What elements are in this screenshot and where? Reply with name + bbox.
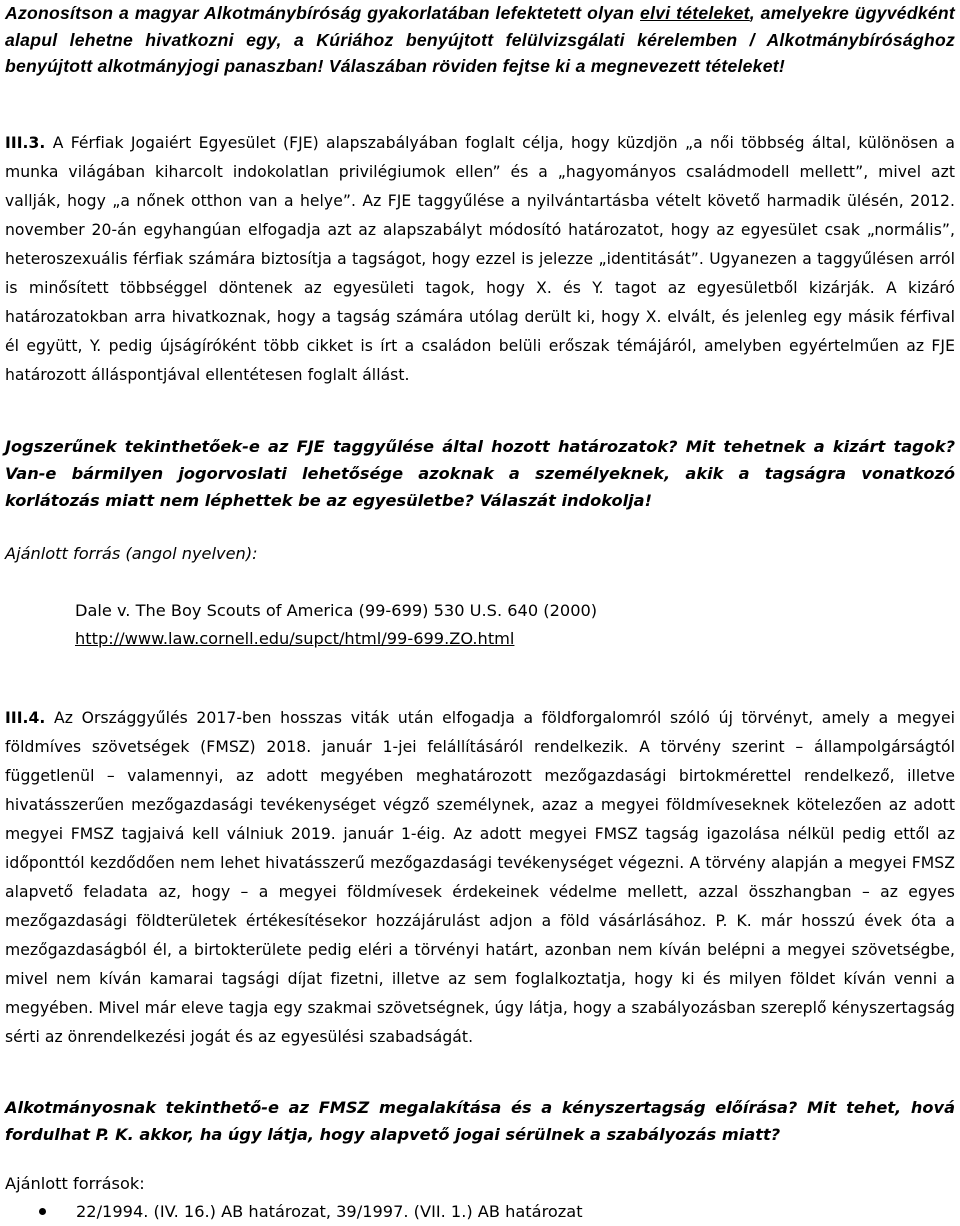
source-bullet-item — [39, 1202, 583, 1221]
section-4-paragraph — [5, 704, 955, 1052]
intro-underlined: elvi tételeket — [640, 3, 750, 23]
section-4-number: III.4. — [5, 709, 46, 727]
section-3-sources-heading: Ajánlott forrás (angol nyelven): — [5, 544, 258, 563]
section-4-question: Alkotmányosnak tekinthető-e az FMSZ megalakítása és a kényszertagság előírása? Mit tehet, hová fordulhat P. K. akkor, ha úgy látja, hogy alapvető jogai sérülnek a szabályozás miatt? — [5, 1098, 955, 1144]
section-3-question: Jogszerűnek tekinthetőek-e az FJE taggyűlése által hozott határozatok? Mit tehetnek a kizárt tagok? Van-e bármilyen jogorvoslati lehetősége azoknak a személyeknek, akik a tagságra vonatkozó korlátozás miatt nem léphettek be az egyesületbe? Válaszát indokolja! — [5, 437, 955, 510]
intro-pre: Azonosítson a magyar Alkotmánybíróság gyakorlatában lefektetett olyan — [5, 3, 641, 23]
case-link-line — [75, 624, 514, 653]
section-3-number: III.3. — [5, 134, 46, 152]
intro-question — [5, 0, 955, 80]
case-link[interactable]: http://www.law.cornell.edu/supct/html/99-699.ZO.html — [75, 629, 515, 648]
intro-post: , amelyekre ügyvédként alapul lehetne hivatkozni egy, a Kúriához benyújtott felülvizsgálati kérelemben / Alkotmánybírósághoz benyújtott alkotmányjogi panaszban! Válaszában röviden fejtse ki a megnevezett tételeket! — [5, 3, 956, 76]
section-4-text: Az Országgyűlés 2017-ben hosszas viták után elfogadja a földforgalomról szóló új törvényt, amely a megyei földmíves szövetségek (FMSZ) 2018. január 1-jei felállításáról rendelkezik. A törvény szerint – állampolgárságtól függetlenül – valamennyi, az adott megyében meghatározott mezőgazdasági birtokmérettel rendelkező, illetve hivatásszerűen mezőgazdasági tevékenységet végző személynek, azaz a megyei földmíveseknek kötelezően az adott megyei FMSZ tagjaivá kell válniuk 2019. január 1-éig. Az adott megyei FMSZ tagság igazolása nélkül pedig ettől az időponttól kezdődően nem lehet hivatásszerű mezőgazdasági tevékenységet végezni. A törvény alapján a megyei FMSZ alapvető feladata az, hogy – a megyei földmívesek érdekeinek védelme mellett, azzal összhangban – az egyes mezőgazdasági földterületek értékesítésekor hozzájárulást adjon a föld vásárlásához. P. K. már hosszú évek óta a mezőgazdaságból él, a birtokterülete pedig eléri a törvényi határt, azonban nem kíván belépni a megyei szövetségbe, mivel nem kíván kamarai tagsági díjat fizetni, illetve az sem foglalkoztatja, hogy ki és milyen földet kíván venni a megyében. Mivel már eleve tagja egy szakmai szövetségnek, úgy látja, hogy a szabályozásban szereplő kényszertagság sérti az önrendelkezési jogát és az egyesülési szabadságát. — [5, 709, 955, 1046]
source-bullet-text: 22/1994. (IV. 16.) AB határozat, 39/1997. (VII. 1.) AB határozat — [76, 1202, 583, 1221]
section-3-text: A Férfiak Jogaiért Egyesület (FJE) alapszabályában foglalt célja, hogy küzdjön „a női többség által, különösen a munka világában kiharcolt indokolatlan privilégiumok ellen” és a „hagyományos családmodell mellett”, mivel azt vallják, hogy „a nőnek otthon van a helye”. Az FJE taggyűlése a nyilvántartásba vételt követő harmadik ülésén, 2012. november 20-án egyhangúan elfogadja azt az alapszabályt módosító határozatot, hogy az egyesület csak „normális”, heteroszexuális férfiak számára biztosítja a tagságot, hogy ezzel is jelezze „identitását”. Ugyanezen a taggyűlésen arról is minősített többséggel döntenek az egyesületi tagok, hogy X. és Y. tagot az egyesületből kizárják. A kizáró határozatokban arra hivatkoznak, hogy a tagság számára utólag derült ki, hogy X. elvált, és jelenleg egy másik férfival él együtt, Y. pedig újságíróként több cikket is írt a családon belüli erőszak témájáról, amelyben egyértelműen az FJE határozott álláspontjával ellentétesen foglalt állást. — [5, 134, 955, 384]
bullet-dot-icon — [39, 1208, 46, 1215]
case-citation: Dale v. The Boy Scouts of America (99-699) 530 U.S. 640 (2000) — [75, 601, 598, 620]
section-3-paragraph — [5, 129, 955, 390]
section-4-sources-heading: Ajánlott források: — [5, 1174, 145, 1193]
